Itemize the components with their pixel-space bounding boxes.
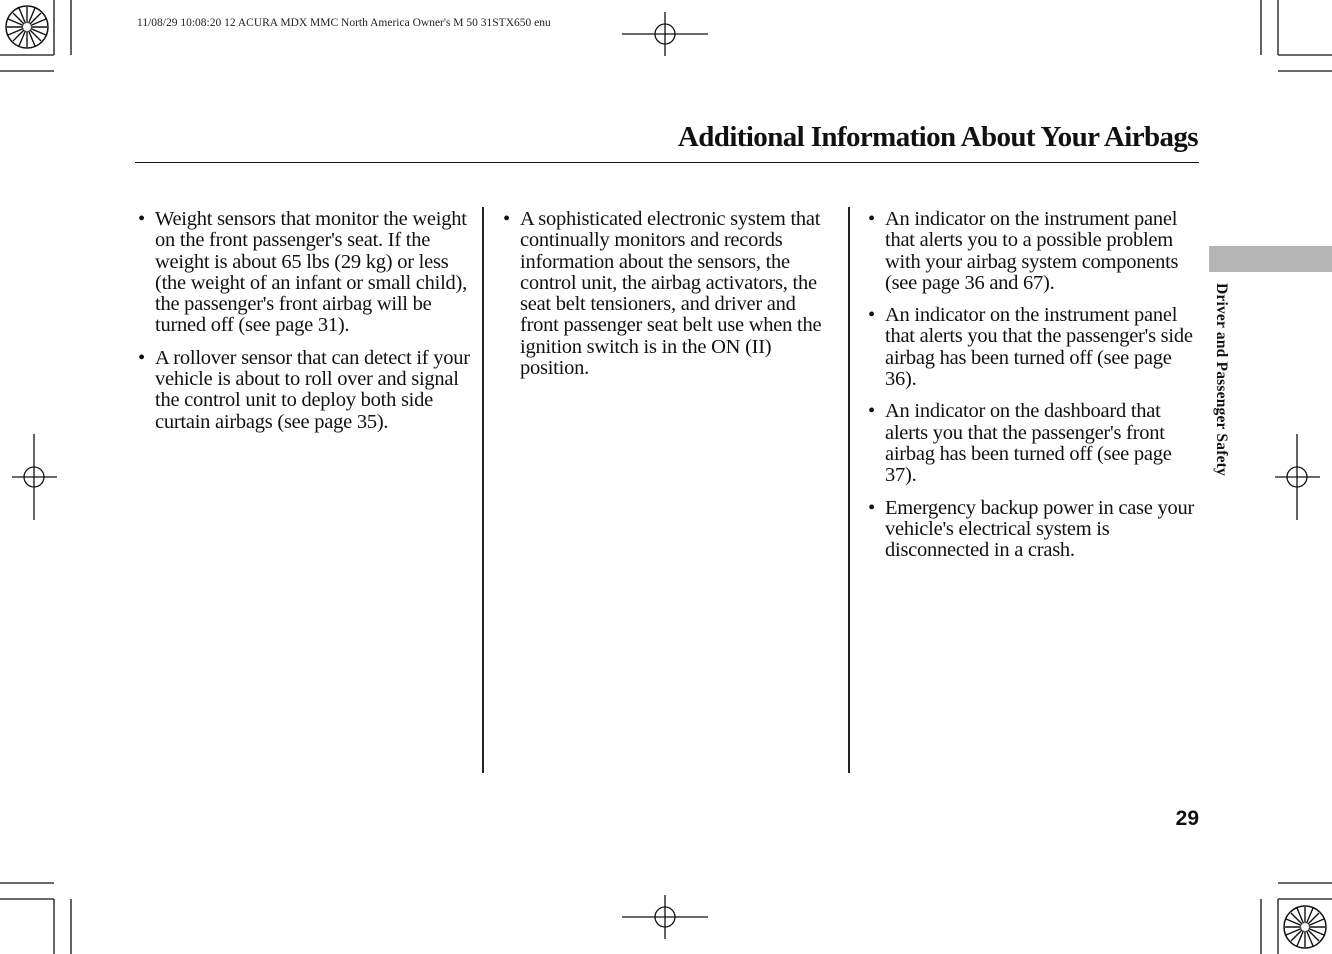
column-right xyxy=(867,209,1203,572)
bullet-icon: • xyxy=(868,208,875,230)
bullet-list xyxy=(867,209,1203,561)
bullet-icon: • xyxy=(868,304,875,327)
list-item xyxy=(867,401,1203,486)
page-title: Additional Information About Your Airbags xyxy=(677,121,1198,153)
list-item-text: Emergency backup power in case your vehicle's electrical system is disconnected in a crash. xyxy=(885,496,1195,562)
bullet-icon: • xyxy=(138,208,145,230)
bullet-icon: • xyxy=(503,208,510,230)
list-item-text: Weight sensors that monitor the weight on the front passenger's seat. If the weight is about 65 lbs (29 kg) or less (the weight of an infant or small child), the passenger's front airbag will be turned off (see page 31). xyxy=(155,208,467,337)
bullet-list xyxy=(502,209,837,379)
column-divider xyxy=(482,207,484,773)
bullet-icon: • xyxy=(868,400,875,423)
list-item xyxy=(867,305,1203,390)
column-left xyxy=(137,209,472,444)
list-item-text: A rollover sensor that can detect if your vehicle is about to roll over and signal the control unit to deploy both side curtain airbags (see page 35). xyxy=(155,346,470,433)
list-item xyxy=(867,498,1203,562)
section-tab-marker xyxy=(1209,246,1332,272)
list-item-text: An indicator on the instrument panel that alerts you that the passenger's side airbag has been turned off (see page 36). xyxy=(885,304,1193,391)
list-item xyxy=(502,209,837,379)
title-rule xyxy=(135,162,1199,163)
column-middle xyxy=(502,209,837,390)
bullet-list xyxy=(137,209,472,433)
print-header: 11/08/29 10:08:20 12 ACURA MDX MMC North America Owner's M 50 31STX650 enu xyxy=(137,17,551,29)
bullet-icon: • xyxy=(868,496,875,519)
list-item xyxy=(867,209,1203,294)
list-item xyxy=(137,209,472,337)
page-number: 29 xyxy=(1175,807,1199,830)
bullet-icon: • xyxy=(138,346,145,369)
list-item-text: An indicator on the instrument panel that alerts you to a possible problem with your airbag system components (see page 36 and 67). xyxy=(885,208,1179,294)
list-item xyxy=(137,348,472,433)
list-item-text: A sophisticated electronic system that continually monitors and records information about the sensors, the control unit, the airbag activators, the seat belt tensioners, and driver and front passenger seat belt use when the ignition switch is in the ON (II) position. xyxy=(520,208,822,380)
list-item-text: An indicator on the dashboard that alerts you that the passenger's front airbag has been turned off (see page 37). xyxy=(885,400,1172,487)
column-divider xyxy=(848,207,850,773)
section-side-label: Driver and Passenger Safety xyxy=(1213,283,1230,476)
